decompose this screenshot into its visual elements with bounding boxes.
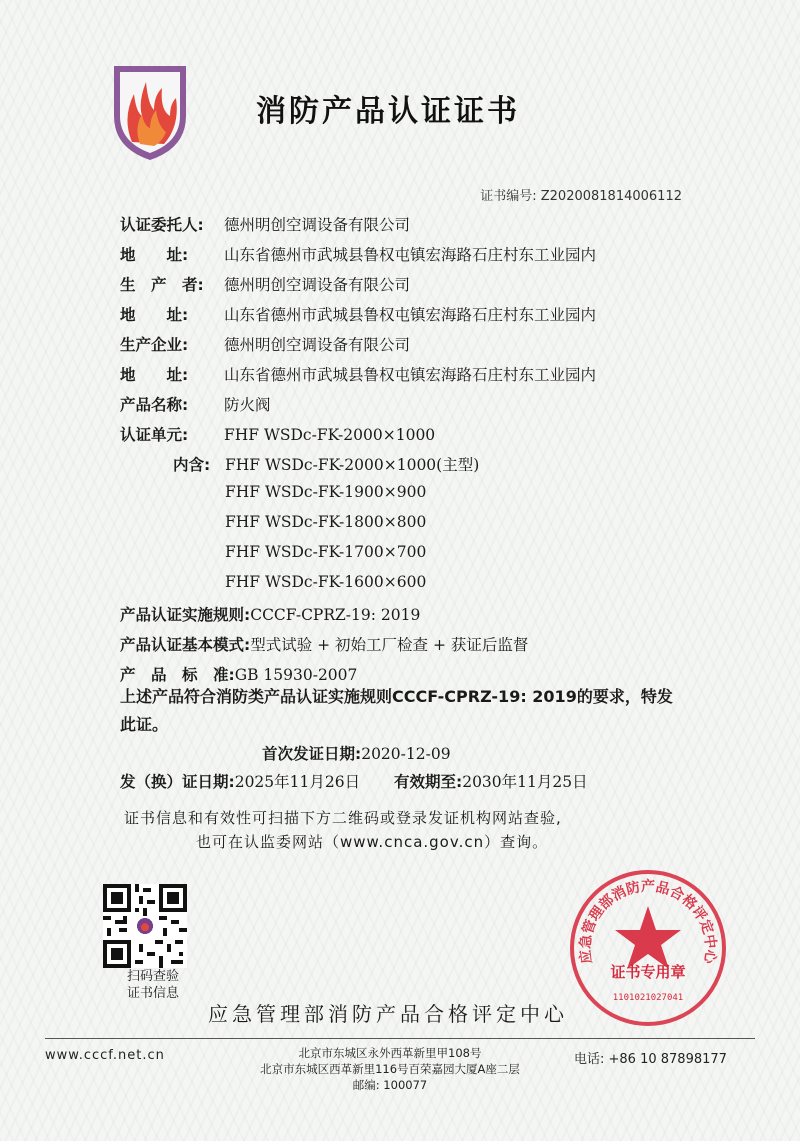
- field-cert-unit: [120, 423, 435, 445]
- footer-phone: 电话: +86 10 87898177: [574, 1052, 727, 1067]
- field-label: 产品认证基本模式:: [120, 636, 251, 654]
- field-standard: [120, 663, 357, 685]
- first-issue-date: [262, 742, 451, 764]
- valid-until-date: [394, 770, 588, 792]
- field-value: 2030年11月25日: [462, 773, 588, 791]
- field-label: 产品名称:: [120, 396, 189, 414]
- field-factory-address: [120, 363, 596, 385]
- field-value: 德州明创空调设备有限公司: [224, 216, 411, 234]
- field-value: GB 15930-2007: [234, 666, 358, 684]
- field-value: 2025年11月26日: [234, 773, 361, 791]
- field-value: CCCF-CPRZ-19: 2019: [250, 606, 421, 624]
- footer-address-line: 北京市东城区永外西革新里甲108号: [298, 1046, 482, 1060]
- footer-website-link[interactable]: www.cccf.net.cn: [45, 1048, 165, 1063]
- field-value: 型式试验 + 初始工厂检查 + 获证后监督: [250, 636, 529, 654]
- field-contains: [173, 453, 479, 475]
- field-label: 生 产 者:: [120, 276, 204, 294]
- field-producer: [120, 273, 410, 295]
- field-client-address: [120, 243, 596, 265]
- model-item: FHF WSDc-FK-1800×800: [225, 513, 427, 531]
- field-label: 首次发证日期:: [262, 745, 362, 763]
- certificate-number-label: 证书编号:: [480, 189, 537, 204]
- notice-line: 也可在认监委网站（www.cnca.gov.cn）查询。: [196, 833, 549, 851]
- footer-postcode: 邮编: 100077: [352, 1078, 428, 1092]
- conformity-line: 此证。: [120, 715, 169, 734]
- field-label: 有效期至:: [394, 773, 463, 791]
- model-item: FHF WSDc-FK-2000×1000(主型): [225, 456, 480, 474]
- field-client: [120, 213, 410, 235]
- field-producer-address: [120, 303, 596, 325]
- field-value: 防火阀: [224, 396, 271, 414]
- field-label: 产 品 标 准:: [120, 666, 235, 684]
- qr-code[interactable]: [103, 884, 187, 968]
- qr-caption-line: 证书信息: [126, 986, 179, 1001]
- field-product-name: [120, 393, 271, 415]
- field-rules: [120, 603, 420, 625]
- field-value: 德州明创空调设备有限公司: [224, 336, 411, 354]
- certificate-number: [480, 185, 682, 204]
- model-item: FHF WSDc-FK-1700×700: [225, 543, 427, 561]
- field-label: 内含:: [173, 456, 211, 474]
- footer-address-line: 北京市东城区西革新里116号百荣嘉园大厦A座二层: [260, 1062, 520, 1076]
- seal-icon: [568, 868, 728, 1028]
- field-label: 地 址:: [120, 366, 189, 384]
- field-value: 2020-12-09: [361, 745, 451, 763]
- official-seal: [568, 868, 728, 1028]
- field-label: 产品认证实施规则:: [120, 606, 251, 624]
- qr-caption: [118, 968, 188, 1002]
- model-item: FHF WSDc-FK-1600×600: [225, 573, 427, 591]
- issuer-name: 应急管理部消防产品合格评定中心: [208, 1002, 568, 1026]
- field-label: 发（换）证日期:: [120, 773, 235, 791]
- conformity-statement: [120, 683, 700, 739]
- seal-number: 1101021027041: [612, 993, 684, 1003]
- page-title: 消防产品认证证书: [256, 94, 520, 129]
- field-value: 德州明创空调设备有限公司: [224, 276, 411, 294]
- field-label: 认证单元:: [120, 426, 189, 444]
- field-label: 生产企业:: [120, 336, 189, 354]
- issue-date: [120, 770, 360, 792]
- notice-line: 证书信息和有效性可扫描下方二维码或登录发证机构网站查验,: [124, 809, 562, 827]
- seal-center-text: 证书专用章: [610, 963, 686, 981]
- verification-notice: [124, 806, 684, 854]
- seal-ring-text: 应急管理部消防产品合格评定中心: [577, 878, 719, 965]
- footer-address: [220, 1045, 560, 1093]
- field-value: 山东省德州市武城县鲁权屯镇宏海路石庄村东工业园内: [224, 366, 597, 384]
- field-factory: [120, 333, 410, 355]
- conformity-line: 上述产品符合消防类产品认证实施规则CCCF-CPRZ-19: 2019的要求，特发: [120, 687, 673, 706]
- model-item: FHF WSDc-FK-1900×900: [225, 483, 427, 501]
- field-value: FHF WSDc-FK-2000×1000: [224, 426, 436, 444]
- field-label: 地 址:: [120, 246, 189, 264]
- field-mode: [120, 633, 528, 655]
- field-label: 认证委托人:: [120, 216, 204, 234]
- field-value: 山东省德州市武城县鲁权屯镇宏海路石庄村东工业园内: [224, 306, 597, 324]
- qr-caption-line: 扫码查验: [126, 969, 179, 984]
- field-value: 山东省德州市武城县鲁权屯镇宏海路石庄村东工业园内: [224, 246, 597, 264]
- fire-shield-logo-icon: [108, 56, 192, 164]
- certificate-number-value: Z2020081814006112: [540, 189, 682, 204]
- footer-divider: [45, 1038, 755, 1039]
- field-label: 地 址:: [120, 306, 189, 324]
